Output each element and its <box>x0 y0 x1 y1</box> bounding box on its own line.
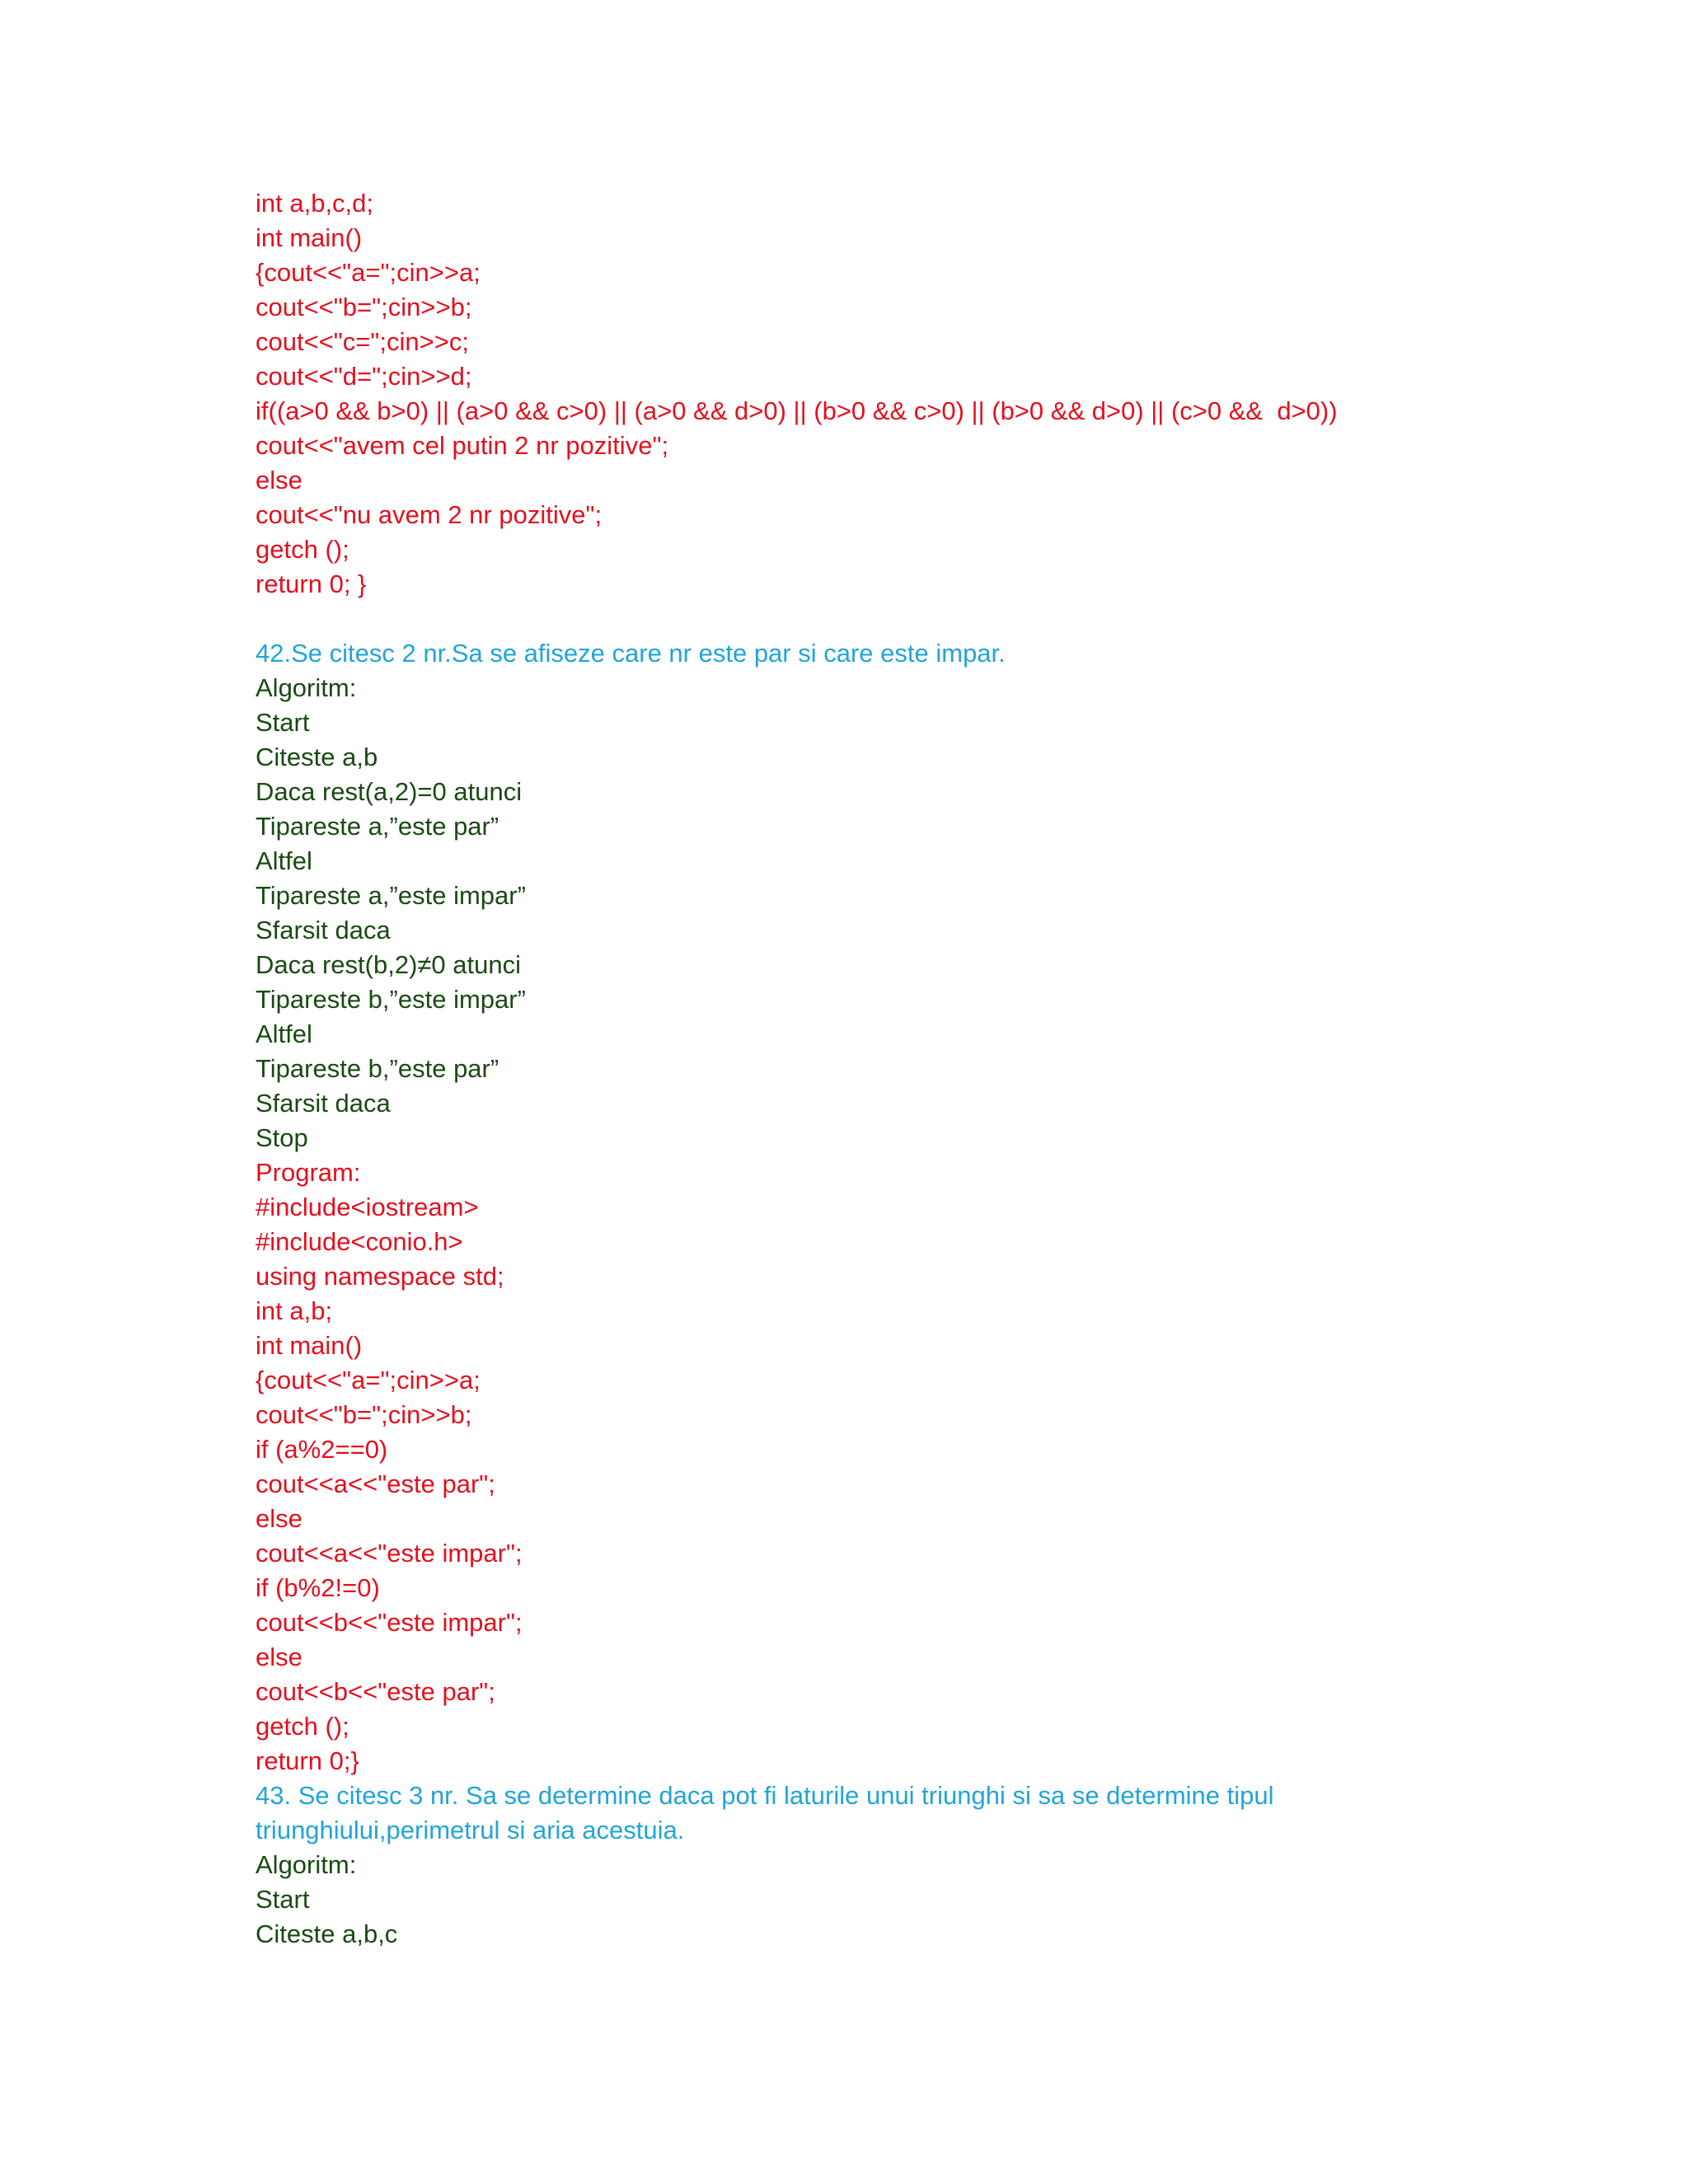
code-line: cout<<"nu avem 2 nr pozitive"; <box>256 500 603 529</box>
problem-42-program <box>256 1155 1541 1779</box>
algorithm-line: Start <box>256 1885 310 1914</box>
code-line: getch (); <box>256 535 349 564</box>
algorithm-line: Algoritm: <box>256 1850 357 1879</box>
algorithm-line: Altfel <box>256 846 312 875</box>
problem-43-heading <box>256 1779 1541 1848</box>
code-line: cout<<b<<"este impar"; <box>256 1608 523 1637</box>
algorithm-line: Sfarsit daca <box>256 1089 391 1118</box>
code-line: else <box>256 1504 302 1533</box>
code-line: return 0; } <box>256 569 367 598</box>
algorithm-line: Citeste a,b,c <box>256 1919 398 1948</box>
code-line: int a,b; <box>256 1296 333 1325</box>
algorithm-line: Tipareste b,”este par” <box>256 1054 499 1083</box>
problem-42-heading: 42.Se citesc 2 nr.Sa se afiseze care nr este par si care este impar. <box>256 639 1006 668</box>
algorithm-line: Altfel <box>256 1019 312 1048</box>
code-line: int main() <box>256 223 363 252</box>
code-line: cout<<b<<"este par"; <box>256 1677 495 1706</box>
code-line: int a,b,c,d; <box>256 189 374 218</box>
code-line: if (b%2!=0) <box>256 1573 380 1602</box>
algorithm-line: Tipareste a,”este par” <box>256 812 499 841</box>
code-line: cout<<a<<"este par"; <box>256 1469 495 1498</box>
code-line: if((a>0 && b>0) || (a>0 && c>0) || (a>0 && d>0) || (b>0 && c>0) || (b>0 && d>0) || (c>0 && d>0)) <box>256 396 1338 425</box>
heading-line: 43. Se citesc 3 nr. Sa se determine daca pot fi laturile unui triunghi si sa se determine tipul <box>256 1781 1274 1810</box>
code-line: Program: <box>256 1158 361 1187</box>
code-line: if (a%2==0) <box>256 1435 388 1464</box>
problem-42-algorithm <box>256 671 1541 1155</box>
problem-43-algorithm <box>256 1848 1541 1952</box>
code-line: cout<<a<<"este impar"; <box>256 1539 523 1568</box>
code-line: cout<<"c=";cin>>c; <box>256 327 469 356</box>
code-line: cout<<"b=";cin>>b; <box>256 293 472 321</box>
code-line: {cout<<"a=";cin>>a; <box>256 1366 481 1394</box>
algorithm-line: Stop <box>256 1123 308 1152</box>
code-line: cout<<"b=";cin>>b; <box>256 1400 472 1429</box>
algorithm-line: Sfarsit daca <box>256 916 391 944</box>
code-line: else <box>256 466 302 494</box>
code-line: return 0;} <box>256 1746 359 1775</box>
code-line: {cout<<"a=";cin>>a; <box>256 258 481 287</box>
code-line: cout<<"avem cel putin 2 nr pozitive"; <box>256 431 669 460</box>
algorithm-line: Start <box>256 708 310 737</box>
code-line: cout<<"d=";cin>>d; <box>256 362 472 391</box>
code-block-1 <box>256 186 1541 602</box>
document-content <box>256 186 1541 1952</box>
code-line: using namespace std; <box>256 1262 504 1291</box>
code-line: else <box>256 1643 302 1671</box>
algorithm-line: Citeste a,b <box>256 743 378 771</box>
algorithm-line: Tipareste a,”este impar” <box>256 881 526 910</box>
heading-line: triunghiului,perimetrul si aria acestuia. <box>256 1816 685 1844</box>
algorithm-line: Daca rest(b,2)≠0 atunci <box>256 950 521 979</box>
spacer <box>256 602 1541 636</box>
code-line: #include<iostream> <box>256 1193 479 1221</box>
algorithm-line: Tipareste b,”este impar” <box>256 985 526 1014</box>
algorithm-line: Daca rest(a,2)=0 atunci <box>256 777 523 806</box>
code-line: #include<conio.h> <box>256 1227 463 1256</box>
algorithm-line: Algoritm: <box>256 673 357 702</box>
code-line: int main() <box>256 1331 363 1360</box>
code-line: getch (); <box>256 1712 349 1741</box>
